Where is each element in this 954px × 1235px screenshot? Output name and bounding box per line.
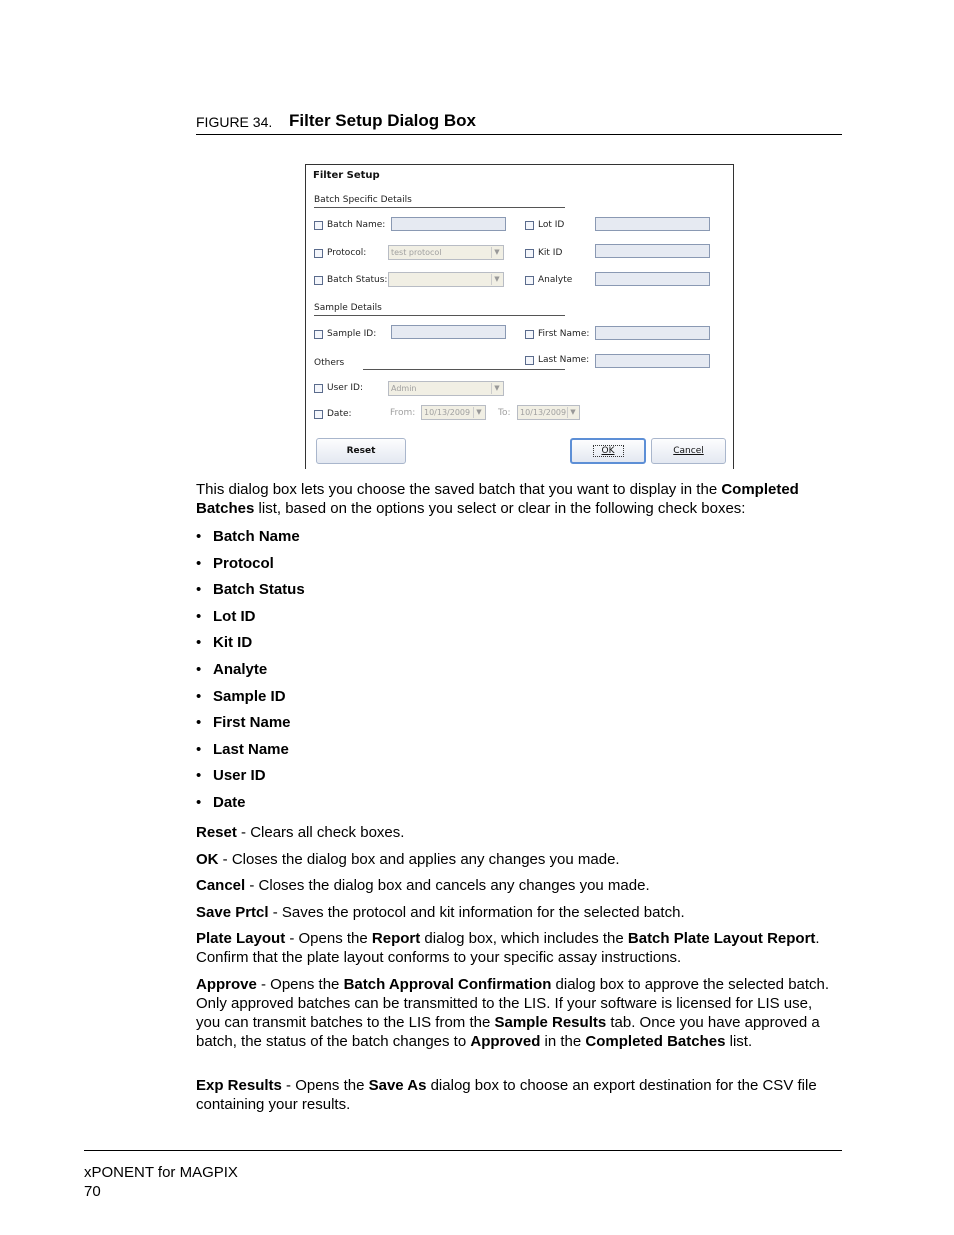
chevron-down-icon[interactable]: ▼: [491, 383, 502, 394]
intro-paragraph: [196, 480, 836, 518]
list-item: • Batch Status: [196, 580, 305, 607]
checkbox-box[interactable]: [525, 249, 534, 258]
exp-results-definition: [196, 1076, 836, 1114]
approve-definition: [196, 975, 836, 1051]
user-id-select-value: Admin: [391, 384, 417, 393]
user-id-select[interactable]: [388, 381, 504, 396]
batch-name-input[interactable]: [391, 217, 506, 231]
checkbox-box[interactable]: [314, 410, 323, 419]
definition-bold: Sample Results: [494, 1014, 607, 1031]
definition-bold: Batch Approval Confirmation: [343, 976, 552, 993]
checkbox-option-list: [196, 527, 305, 820]
list-item: • Lot ID: [196, 607, 305, 634]
list-item: • Analyte: [196, 660, 305, 687]
page-number: 70: [84, 1183, 101, 1200]
list-item: • Date: [196, 793, 305, 820]
list-item: • First Name: [196, 713, 305, 740]
definition-term: Save Prtcl: [196, 904, 269, 921]
to-label: To:: [498, 408, 511, 418]
page-footer: [84, 1163, 238, 1201]
definition-term: Cancel: [196, 877, 246, 894]
definition-text: dialog box to approve the selected batch. Only approved batches can be transmitted to the LIS. If your software is licensed for LIS use, you can transmit batches to the LIS from the: [196, 976, 830, 1031]
lot-id-label: Lot ID: [538, 220, 565, 230]
date-checkbox[interactable]: [314, 409, 352, 419]
ok-definition: [196, 850, 836, 869]
analyte-label: Analyte: [538, 275, 573, 285]
first-name-input[interactable]: [595, 326, 710, 340]
definition-bold: Batch Plate Layout Report: [627, 930, 816, 947]
checkbox-box[interactable]: [314, 384, 323, 393]
footer-product: xPONENT for MAGPIX: [84, 1164, 238, 1181]
from-date-picker[interactable]: [421, 405, 486, 420]
checkbox-box[interactable]: [314, 276, 323, 285]
sample-id-label: Sample ID:: [327, 329, 377, 339]
protocol-checkbox[interactable]: [314, 248, 366, 258]
definition-text: - Closes the dialog box and applies any changes you made.: [218, 851, 620, 868]
definition-text: . Confirm that the plate layout conforms to your specific assay instructions.: [196, 930, 820, 966]
list-item: • Protocol: [196, 554, 305, 581]
analyte-checkbox[interactable]: [525, 275, 572, 285]
checkbox-box[interactable]: [525, 330, 534, 339]
sample-id-input[interactable]: [391, 325, 506, 339]
definition-term: Approve: [196, 976, 257, 993]
cancel-definition: [196, 876, 836, 895]
kit-id-label: Kit ID: [538, 248, 563, 258]
batch-name-checkbox[interactable]: [314, 220, 385, 230]
intro-text: This dialog box lets you choose the saved batch that you want to display in the: [196, 481, 722, 498]
definition-term: OK: [196, 851, 219, 868]
kit-id-checkbox[interactable]: [525, 248, 562, 258]
cancel-button[interactable]: [651, 438, 726, 464]
to-date-picker[interactable]: [517, 405, 580, 420]
section-others: Others: [314, 358, 345, 368]
definition-text: - Opens the: [281, 1077, 369, 1094]
definition-term: Plate Layout: [196, 930, 286, 947]
batch-status-checkbox[interactable]: [314, 275, 387, 285]
ok-button-label: OK: [593, 445, 624, 457]
checkbox-box[interactable]: [314, 330, 323, 339]
checkbox-box[interactable]: [525, 276, 534, 285]
to-date-value: 10/13/2009: [520, 408, 567, 417]
intro-bold: Completed Batches: [196, 481, 799, 517]
first-name-checkbox[interactable]: [525, 329, 589, 339]
user-id-checkbox[interactable]: [314, 383, 363, 393]
last-name-label: Last Name:: [538, 355, 590, 365]
protocol-select-value: test protocol: [391, 248, 442, 257]
list-item: • Batch Name: [196, 527, 305, 554]
reset-definition: [196, 823, 836, 842]
filter-setup-dialog: [305, 164, 734, 469]
user-id-label: User ID:: [327, 383, 363, 393]
section-sample-details: Sample Details: [314, 303, 382, 313]
definition-text: - Opens the: [256, 976, 344, 993]
definition-text: in the: [540, 1033, 586, 1050]
batch-status-label: Batch Status:: [327, 275, 388, 285]
ok-button[interactable]: [570, 438, 646, 464]
definition-text: - Clears all check boxes.: [236, 824, 405, 841]
from-label: From:: [390, 408, 416, 418]
definition-text: - Closes the dialog box and cancels any changes you made.: [245, 877, 650, 894]
last-name-input[interactable]: [595, 354, 710, 368]
chevron-down-icon[interactable]: ▼: [491, 247, 502, 258]
dialog-title: Filter Setup: [313, 170, 380, 181]
batch-status-select[interactable]: [388, 272, 504, 287]
lot-id-input[interactable]: [595, 217, 710, 231]
checkbox-box[interactable]: [314, 249, 323, 258]
reset-button[interactable]: Reset: [316, 438, 406, 464]
kit-id-input[interactable]: [595, 244, 710, 258]
plate-layout-definition: [196, 929, 836, 967]
batch-name-label: Batch Name:: [327, 220, 386, 230]
chevron-down-icon[interactable]: ▼: [567, 407, 578, 418]
definition-bold: Approved: [470, 1033, 541, 1050]
cancel-button-label: Cancel: [673, 446, 704, 456]
checkbox-box[interactable]: [314, 221, 323, 230]
definition-term: Exp Results: [196, 1077, 282, 1094]
chevron-down-icon[interactable]: ▼: [473, 407, 484, 418]
first-name-label: First Name:: [538, 329, 590, 339]
figure-caption: [196, 110, 842, 135]
definition-text: tab. Once you have approved a batch, the status of the batch changes to: [196, 1014, 820, 1050]
section-divider: [363, 369, 565, 370]
definition-text: list.: [725, 1033, 753, 1050]
definition-term: Reset: [196, 824, 237, 841]
checkbox-box[interactable]: [525, 221, 534, 230]
chevron-down-icon[interactable]: ▼: [491, 274, 502, 285]
protocol-label: Protocol:: [327, 248, 367, 258]
figure-title: Filter Setup Dialog Box: [289, 111, 477, 130]
lot-id-checkbox[interactable]: [525, 220, 564, 230]
definition-bold: Save As: [368, 1077, 427, 1094]
definition-bold: Completed Batches: [585, 1033, 726, 1050]
figure-number: FIGURE 34.: [196, 114, 273, 130]
list-item: • Kit ID: [196, 633, 305, 660]
section-divider: [314, 315, 565, 316]
definition-text: - Opens the: [285, 930, 372, 947]
save-prtcl-definition: [196, 903, 836, 922]
footer-divider: [84, 1150, 842, 1151]
date-label: Date:: [327, 409, 352, 419]
last-name-checkbox[interactable]: [525, 355, 589, 365]
list-item: • Last Name: [196, 740, 305, 767]
protocol-select[interactable]: [388, 245, 504, 260]
from-date-value: 10/13/2009: [424, 408, 471, 417]
sample-id-checkbox[interactable]: [314, 329, 376, 339]
analyte-input[interactable]: [595, 272, 710, 286]
section-batch-specific-details: Batch Specific Details: [314, 195, 412, 205]
intro-text-end: list, based on the options you select or clear in the following check boxes:: [254, 500, 746, 517]
checkbox-box[interactable]: [525, 356, 534, 365]
section-divider: [314, 207, 565, 208]
definition-text: dialog box to choose an export destination for the CSV file containing your results.: [196, 1077, 817, 1113]
definition-bold: Report: [371, 930, 421, 947]
list-item: • User ID: [196, 766, 305, 793]
definition-text: - Saves the protocol and kit information for the selected batch.: [268, 904, 685, 921]
list-item: • Sample ID: [196, 687, 305, 714]
definition-text: dialog box, which includes the: [420, 930, 628, 947]
